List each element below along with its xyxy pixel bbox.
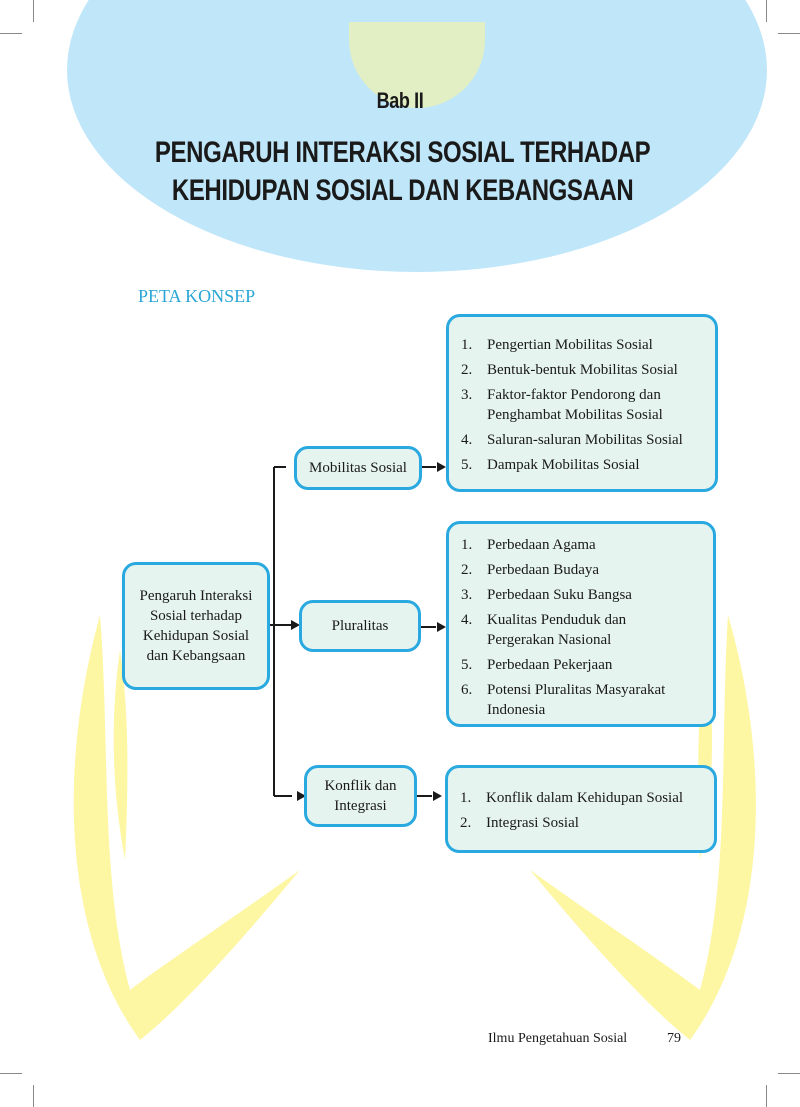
topic-list (461, 335, 707, 475)
list-item: 3. Faktor-faktor Pendorong dan Penghambat Mobilitas Sosial (461, 387, 663, 423)
pluralitas-topics-box (446, 521, 716, 727)
chapter-title-line: KEHIDUPAN SOSIAL DAN KEBANGSAAN (171, 174, 634, 207)
root-concept-box (122, 562, 270, 690)
list-item: 6. Potensi Pluralitas Masyarakat Indonesia (461, 682, 666, 718)
konflik-topics-box (445, 765, 717, 853)
branch-label: Konflik dan (324, 778, 397, 794)
list-item: 1. Pengertian Mobilitas Sosial (461, 337, 653, 353)
page-number: 79 (667, 1031, 681, 1046)
crop-mark (778, 1073, 800, 1074)
crop-mark (778, 33, 800, 34)
mobilitas-topics-box (446, 314, 718, 492)
section-title: PETA KONSEP (138, 286, 256, 306)
footer-book-title: Ilmu Pengetahuan Sosial (488, 1031, 628, 1046)
chapter-title-line: PENGARUH INTERAKSI SOSIAL TERHADAP (154, 136, 651, 169)
list-item: 1. Perbedaan Agama (461, 537, 596, 553)
chapter-label: Bab II (376, 88, 424, 113)
root-concept-line: Sosial terhadap (149, 608, 243, 624)
branch-label: Pluralitas (331, 618, 389, 634)
chapter-title (83, 134, 723, 210)
branch-mobilitas-sosial (294, 446, 422, 490)
branch-label: Integrasi (334, 798, 387, 814)
list-item: 2. Perbedaan Budaya (461, 562, 600, 578)
branch-label: Mobilitas Sosial (309, 460, 407, 476)
crop-mark (766, 1085, 767, 1107)
crop-mark (33, 1085, 34, 1107)
crop-mark (766, 0, 767, 22)
list-item: 5. Perbedaan Pekerjaan (461, 657, 613, 673)
list-item: 1. Konflik dalam Kehidupan Sosial (460, 790, 684, 806)
crop-mark (33, 0, 34, 22)
list-item: 4. Saluran-saluran Mobilitas Sosial (461, 432, 683, 448)
crop-mark (0, 1073, 22, 1074)
root-concept-line: Kehidupan Sosial (142, 628, 250, 644)
topic-list (461, 535, 705, 720)
list-item: 3. Perbedaan Suku Bangsa (461, 587, 632, 603)
branch-pluralitas (299, 600, 421, 652)
topic-list (460, 788, 706, 833)
list-item: 2. Bentuk-bentuk Mobilitas Sosial (461, 362, 678, 378)
root-concept-line: Pengaruh Interaksi (139, 588, 253, 604)
list-item: 4. Kualitas Penduduk dan Pergerakan Nasional (461, 612, 627, 648)
list-item: 5. Dampak Mobilitas Sosial (461, 457, 640, 473)
branch-konflik-integrasi (304, 765, 417, 827)
crop-mark (0, 33, 22, 34)
list-item: 2. Integrasi Sosial (460, 815, 579, 831)
root-concept-line: dan Kebangsaan (146, 648, 246, 664)
